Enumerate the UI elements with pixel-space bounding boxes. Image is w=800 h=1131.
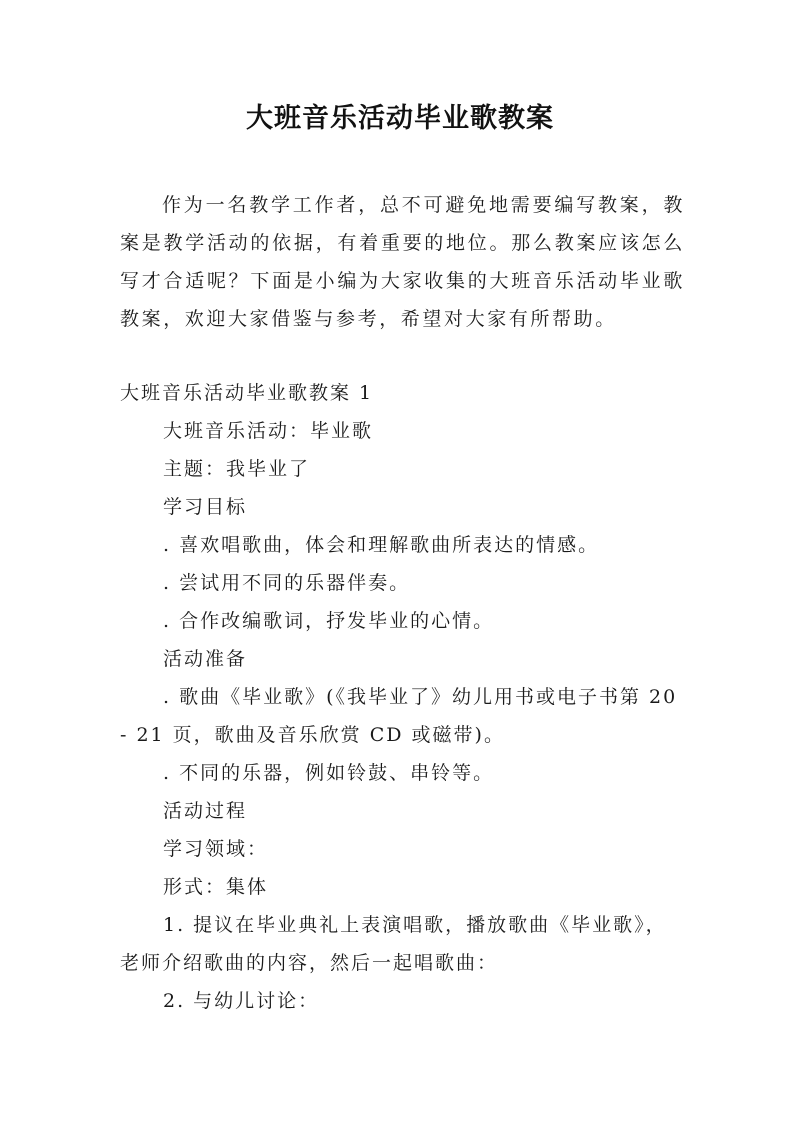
- domain-line: 学习领域：: [163, 838, 269, 860]
- theme-line: 主题：我毕业了: [163, 458, 311, 480]
- prep-item-1-line-1: . 歌曲《毕业歌》(《我毕业了》幼儿用书或电子书第 20: [163, 686, 678, 708]
- goal-item-3: . 合作改编歌词，抒发毕业的心情。: [163, 610, 495, 632]
- prep-heading: 活动准备: [163, 648, 248, 670]
- document-title: 大班音乐活动毕业歌教案: [246, 103, 554, 134]
- activity-line: 大班音乐活动：毕业歌: [163, 420, 374, 442]
- process-heading: 活动过程: [163, 800, 248, 822]
- section-heading: 大班音乐活动毕业歌教案 1: [120, 382, 374, 404]
- step-2-line: 2. 与幼儿讨论：: [163, 990, 320, 1012]
- goals-heading: 学习目标: [163, 496, 248, 518]
- step-1-line-2: 老师介绍歌曲的内容，然后一起唱歌曲：: [120, 952, 499, 974]
- intro-paragraph: 作为一名教学工作者，总不可避免地需要编写教案，教案是教学活动的依据，有着重要的地位。那么教案应该怎么写才合适呢？下面是小编为大家收集的大班音乐活动毕业歌教案，欢迎大家借鉴与参考，希望对大家有所帮助。: [120, 194, 685, 330]
- goal-item-2: . 尝试用不同的乐器伴奏。: [163, 572, 411, 594]
- format-line: 形式：集体: [163, 876, 269, 898]
- prep-item-2: . 不同的乐器，例如铃鼓、串铃等。: [163, 762, 495, 784]
- prep-item-1-line-2: - 21 页，歌曲及音乐欣赏 CD 或磁带)。: [120, 724, 505, 746]
- step-1-line-1: 1. 提议在毕业典礼上表演唱歌，播放歌曲《毕业歌》，: [163, 914, 667, 936]
- goal-item-1: . 喜欢唱歌曲，体会和理解歌曲所表达的情感。: [163, 534, 600, 556]
